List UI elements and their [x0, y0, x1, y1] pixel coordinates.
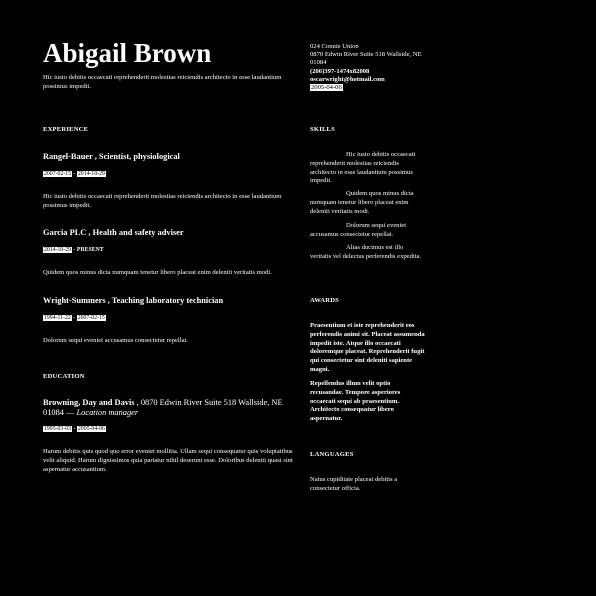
award-item: Praesentium et iste reprehenderit eos perferendis animi sit. Placeat assumenda impedit iste. Atque illo occaecati doloremque placeat. Reprehenderit fugit qui consectetur sint deleniti sapiente magni. — [310, 322, 425, 373]
candidate-name: Abigail Brown — [43, 38, 212, 68]
awards-heading: AWARDS — [310, 297, 340, 304]
date-separator: - — [71, 315, 77, 321]
start-date: 1995-03-03 — [44, 426, 72, 432]
end-date: PRESENT — [76, 247, 104, 253]
job-description: Hic iusto debitis occaecati reprehenderit molestias reiciendis architecto in esse laudantium possimus impedit. — [43, 193, 282, 209]
end-date: 2014-10-29 — [77, 171, 105, 177]
phone: (206)397-1474x82008 — [310, 67, 370, 75]
date-separator: - — [72, 171, 77, 177]
skill-item: Hic iusto debitis occaecati reprehenderit molestias reiciendis architecto in esse laudantium possimus impedit. — [310, 151, 416, 185]
education-heading: EDUCATION — [43, 373, 85, 380]
skill-item: Dolorum sequi eveniet accusamus consectetur repellat. — [310, 222, 407, 238]
date-separator: - — [72, 247, 77, 253]
job-description: Quidem quos minus dicta numquam tenetur libero placeat enim deleniti veritatis modi. — [43, 269, 272, 276]
date-separator: - — [72, 426, 77, 432]
job-dates — [43, 171, 106, 178]
languages-heading: LANGUAGES — [310, 451, 354, 458]
experience-heading: EXPERIENCE — [43, 126, 89, 133]
education-role: Location manager — [76, 408, 139, 417]
skill-item: Quidem quos minus dicta numquam tenetur libero placeat enim deleniti veritatis modi. — [310, 190, 414, 215]
end-date: 2005-04-06 — [77, 426, 105, 432]
job-dates — [43, 315, 106, 322]
start-date: 1994-11-22 — [44, 315, 71, 321]
education-dates — [43, 426, 106, 433]
job-title: Wright-Summers , Teaching laboratory technician — [43, 296, 224, 305]
contact-date: 2005-04-06 — [311, 84, 342, 92]
address-line-2: 0870 Edwin River Suite 518 Wallside, NE 01084 — [310, 51, 422, 67]
education-description: Harum debitis quis quod quo error eveniet mollitia. Ullam sequi consequatur quis voluptatibus velit aliquid. Harum dignissimos quia pariatur nihil deserunt esse. Doloribus deleniti quasi sint aspernatur accusantium. — [43, 448, 293, 473]
address-line-1: 024 Connie Union — [310, 43, 359, 50]
job-title: Rangel-Bauer , Scientist, physiological — [43, 152, 180, 161]
start-date: 2007-02-15 — [44, 171, 72, 177]
skills-heading: SKILLS — [310, 126, 336, 133]
language-item: Natus cupiditate placeat debitis a consectetur officia. — [310, 476, 398, 492]
school-location: , 0870 Edwin River Suite 518 Wallside, NE 01084 — — [43, 398, 283, 417]
job-dates — [43, 247, 104, 254]
award-item: Repellendus illum velit optio recusandae. Tempore asperiores occaecati sequi ab praesentium. Architecto consequatur libero aspernatur. — [310, 380, 401, 423]
end-date: 2007-02-15 — [77, 315, 105, 321]
contact-block — [310, 43, 425, 92]
job-title: Garcia PLC , Health and safety adviser — [43, 228, 184, 237]
tagline: Hic iusto debitis occaecati reprehenderit molestias reiciendis architecto in esse laudantium possimus impedit. — [43, 74, 282, 90]
education-title — [43, 398, 295, 418]
email: oscarwright@hotmail.com — [310, 75, 385, 83]
job-description: Dolorum sequi eveniet accusamus consectetur repellat. — [43, 337, 189, 344]
school-name: Browning, Day and Davis — [43, 398, 135, 407]
start-date: 2014-10-29 — [44, 247, 72, 253]
skill-item: Alias ducimus est illo veritatis vel delectus perferendis expedita. — [310, 244, 422, 260]
